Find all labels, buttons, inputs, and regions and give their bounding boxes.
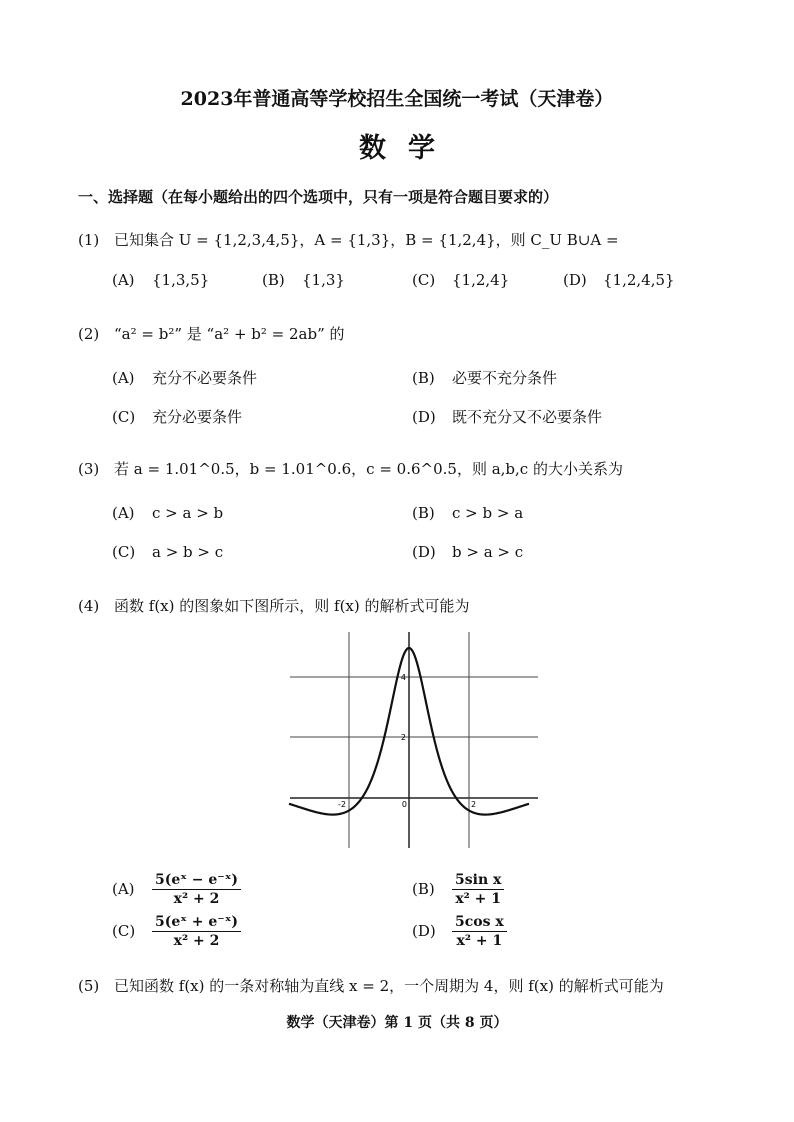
option-label: (C) <box>112 543 136 561</box>
option-text: 充分不必要条件 <box>152 369 258 387</box>
question-number: (4) <box>78 597 100 615</box>
question-stem: 已知函数 f(x) 的一条对称轴为直线 x = 2，一个周期为 4，则 f(x) 的解析式可能为 <box>114 977 664 995</box>
option-label: (B) <box>412 369 435 387</box>
q1-option-c <box>412 271 509 289</box>
option-fraction <box>452 872 504 907</box>
question-stem: 函数 f(x) 的图象如下图所示，则 f(x) 的解析式可能为 <box>114 597 470 615</box>
option-text: c > a > b <box>152 504 224 522</box>
option-fraction <box>152 872 241 907</box>
option-label: (C) <box>112 408 136 426</box>
fraction-numerator: 5(eˣ + e⁻ˣ) <box>152 914 241 932</box>
option-text: {1,3} <box>302 271 345 289</box>
question-stem: 若 a = 1.01^0.5，b = 1.01^0.6，c = 0.6^0.5，则 a,b,c 的大小关系为 <box>114 460 623 478</box>
option-text: {1,2,4} <box>452 271 510 289</box>
tick-label-y2: 2 <box>400 733 406 742</box>
option-label: (D) <box>563 271 587 289</box>
q3-option-b <box>412 504 523 522</box>
q1-option-b <box>262 271 345 289</box>
fraction-numerator: 5sin x <box>452 872 504 890</box>
fraction-denominator: x² + 2 <box>173 891 220 908</box>
question-stem: “a² = b²” 是 “a² + b² = 2ab” 的 <box>114 325 345 343</box>
option-label: (C) <box>112 921 136 940</box>
q3-option-c <box>112 543 223 561</box>
option-text: 必要不充分条件 <box>452 369 558 387</box>
q3-option-a <box>112 504 223 522</box>
option-text: 充分必要条件 <box>152 408 243 426</box>
fraction-denominator: x² + 1 <box>455 891 502 908</box>
option-fraction <box>452 914 507 949</box>
option-label: (B) <box>412 879 435 898</box>
option-label: (A) <box>112 271 135 289</box>
page-footer: 数学（天津卷）第 1 页（共 8 页） <box>286 1015 508 1031</box>
q2-option-c <box>112 406 242 427</box>
q4-option-a <box>112 872 241 907</box>
question-number: (2) <box>78 325 100 343</box>
question-3 <box>78 458 623 479</box>
question-number: (1) <box>78 231 100 249</box>
fraction-numerator: 5(eˣ − e⁻ˣ) <box>152 872 241 890</box>
question-4 <box>78 595 470 616</box>
q2-option-b <box>412 367 557 388</box>
q3-option-d <box>412 543 523 561</box>
fraction-denominator: x² + 1 <box>456 933 503 950</box>
option-text: c > b > a <box>452 504 524 522</box>
option-label: (D) <box>412 408 436 426</box>
q1-option-d <box>563 271 675 289</box>
question-stem: 已知集合 U = {1,2,3,4,5}，A = {1,3}，B = {1,2,4}，则 C_U B∪A = <box>114 231 619 249</box>
q4-option-c <box>112 914 241 949</box>
option-label: (A) <box>112 504 135 522</box>
question-number: (3) <box>78 460 100 478</box>
tick-label-x2: 2 <box>471 800 477 809</box>
q2-option-d <box>412 406 602 427</box>
question-number: (5) <box>78 977 100 995</box>
fraction-denominator: x² + 2 <box>173 933 220 950</box>
option-text: {1,2,4,5} <box>603 271 675 289</box>
option-fraction <box>152 914 241 949</box>
option-label: (C) <box>412 271 436 289</box>
question-1 <box>78 229 619 250</box>
question-5 <box>78 975 664 996</box>
option-label: (B) <box>262 271 285 289</box>
tick-label-x-neg2: -2 <box>338 800 346 809</box>
fraction-numerator: 5cos x <box>452 914 507 932</box>
option-label: (A) <box>112 369 135 387</box>
section-heading: 一、选择题（在每小题给出的四个选项中，只有一项是符合题目要求的） <box>78 188 559 206</box>
tick-label-origin: 0 <box>401 800 407 809</box>
option-text: {1,3,5} <box>152 271 210 289</box>
q4-option-b <box>412 872 504 907</box>
q2-option-a <box>112 367 257 388</box>
tick-label-y4: 4 <box>400 673 406 682</box>
option-label: (D) <box>412 921 436 940</box>
option-text: a > b > c <box>152 543 224 561</box>
subject-title: 数学 <box>359 133 457 164</box>
q4-option-d <box>412 914 507 949</box>
option-label: (B) <box>412 504 435 522</box>
q1-option-a <box>112 271 209 289</box>
function-graph <box>280 630 548 852</box>
question-2 <box>78 323 345 344</box>
option-text: 既不充分又不必要条件 <box>452 408 603 426</box>
option-text: b > a > c <box>452 543 524 561</box>
option-label: (D) <box>412 543 436 561</box>
option-label: (A) <box>112 879 135 898</box>
exam-title: 2023年普通高等学校招生全国统一考试（天津卷） <box>180 88 614 110</box>
